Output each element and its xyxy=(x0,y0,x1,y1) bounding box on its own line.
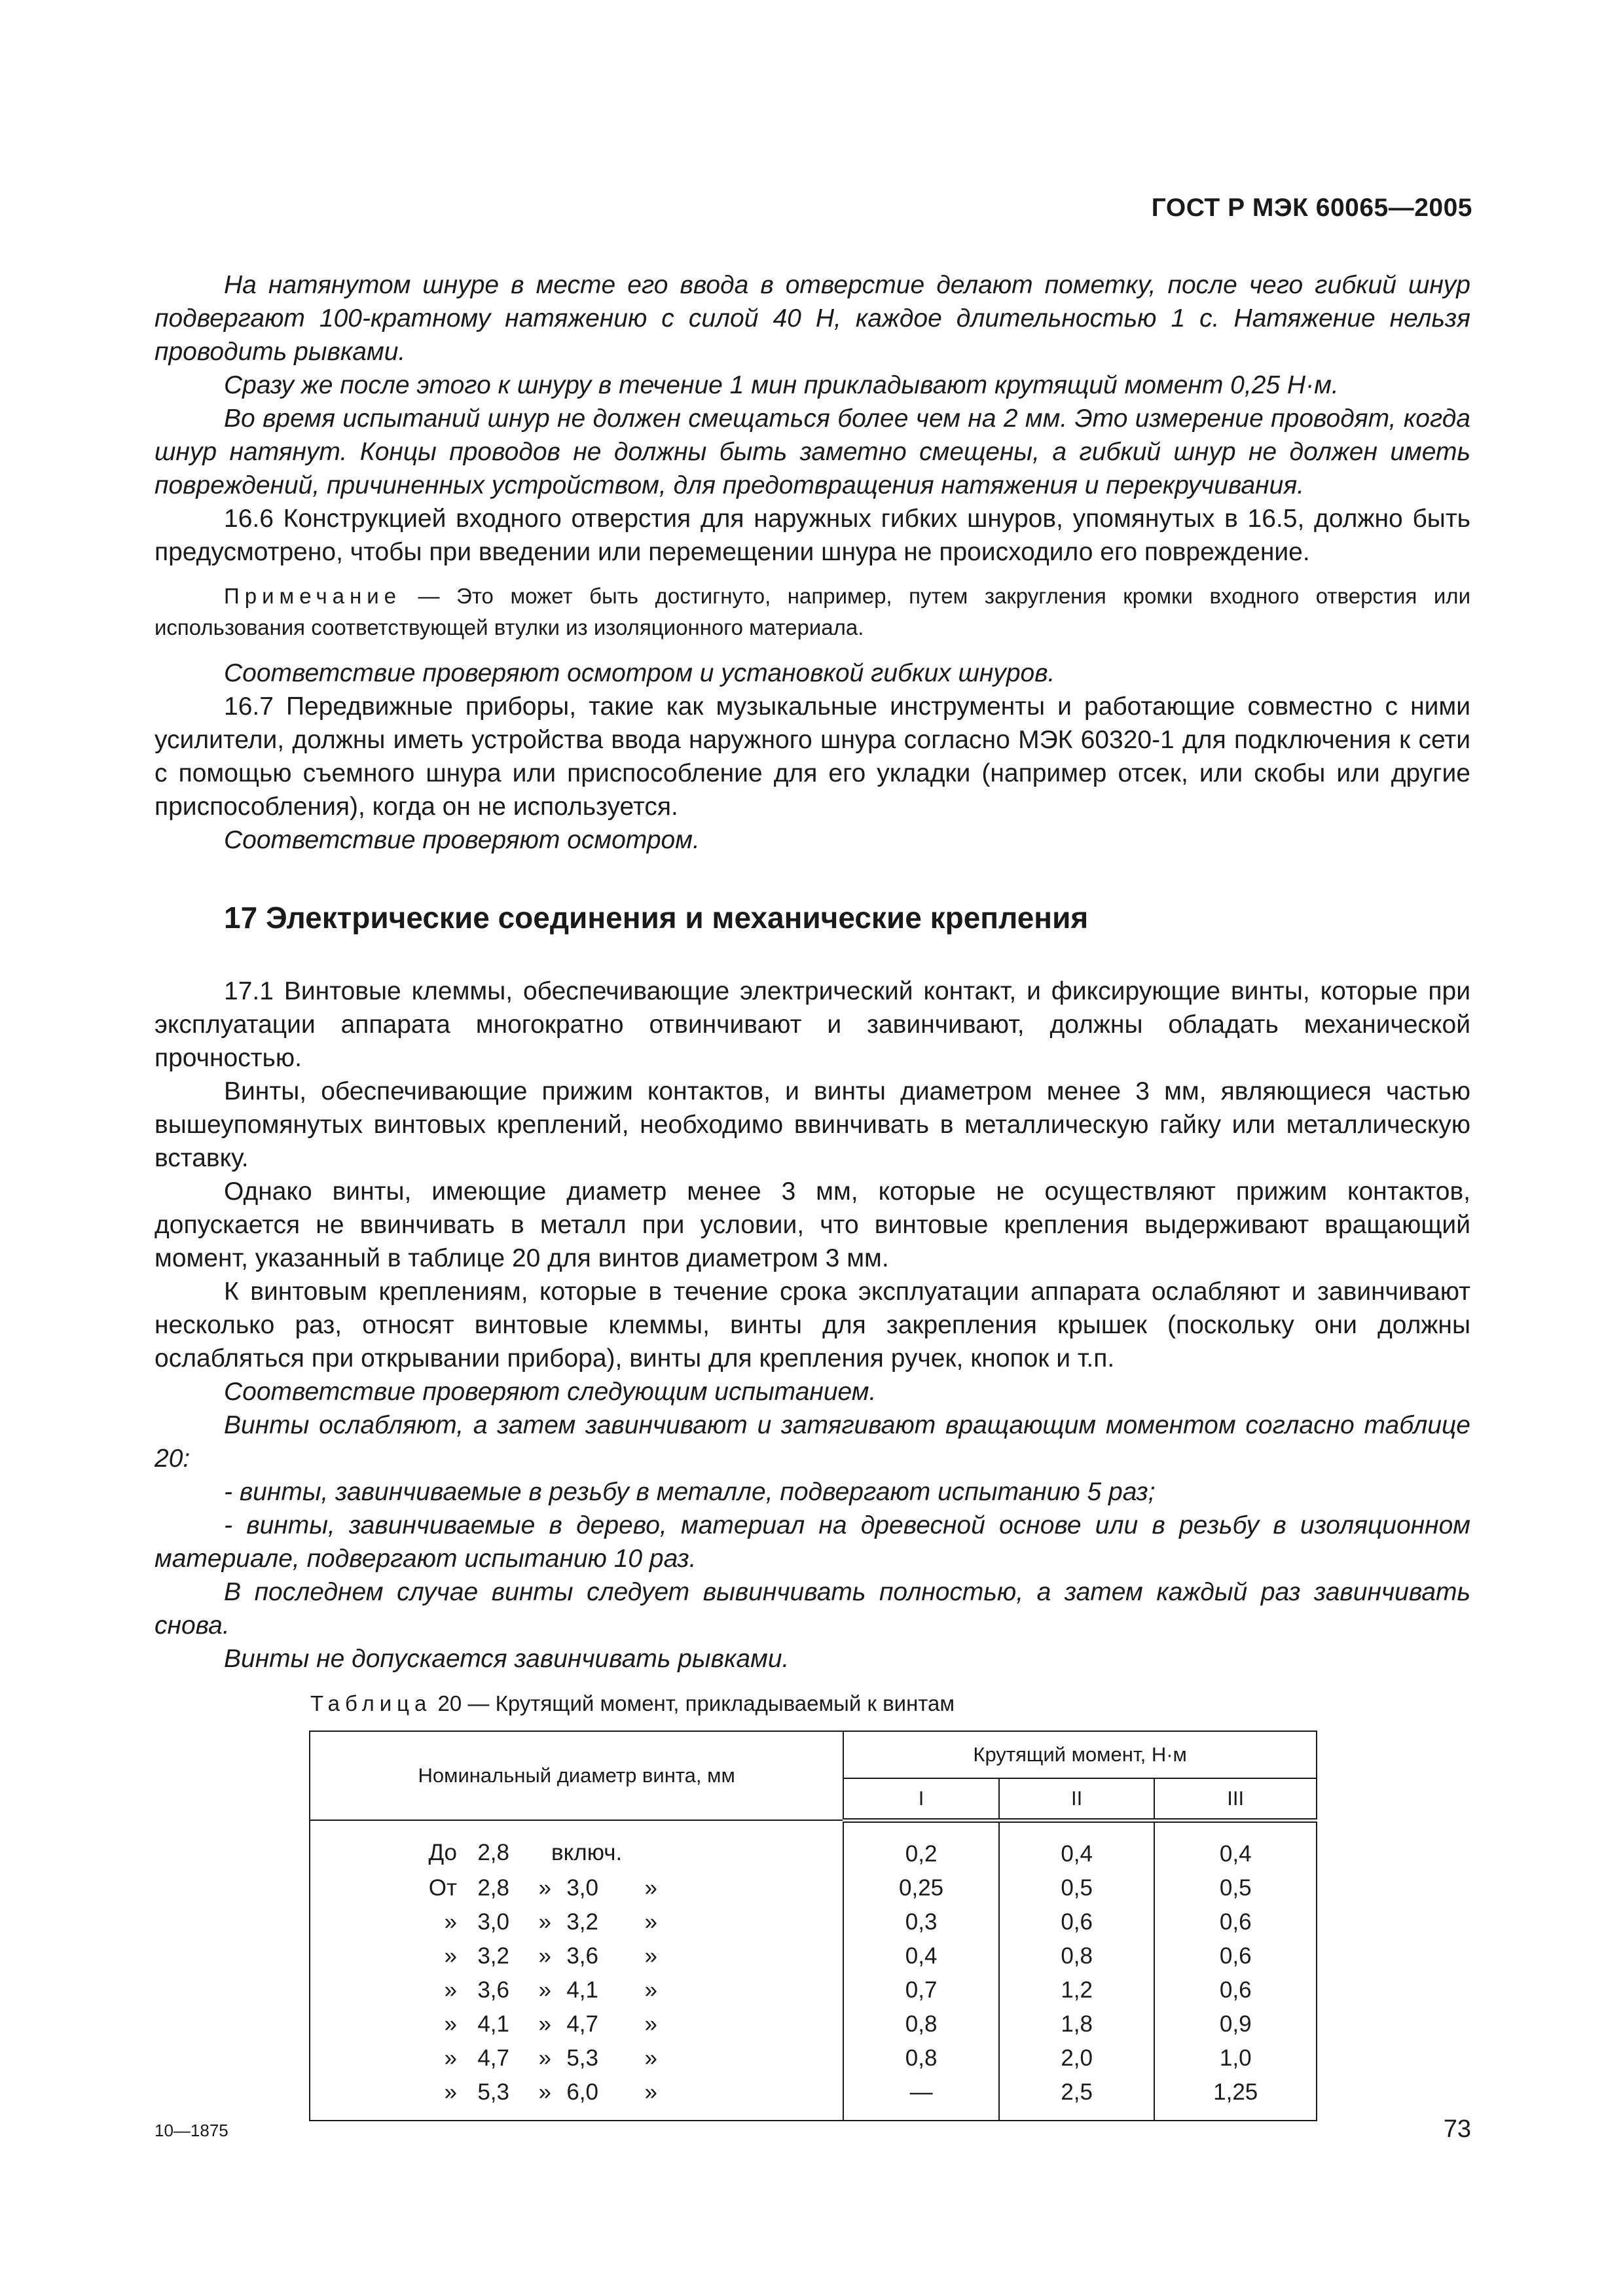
torque-value-v3: 0,6 xyxy=(1154,1973,1317,2007)
diameter-post: » xyxy=(644,1943,657,1969)
subheader-i: I xyxy=(843,1778,999,1820)
paragraph: 17.1 Винтовые клеммы, обеспечивающие электрический контакт, и фиксирующие винты, которые при эксплуатации аппарата многократно отвинчивают и завинчивают, должны обладать механической прочностью. xyxy=(155,977,1470,1072)
paragraph: Сразу же после этого к шнуру в течение 1 мин прикладывают крутящий момент 0,25 Н·м. xyxy=(224,371,1339,399)
torque-value-v3: 0,9 xyxy=(1154,2007,1317,2041)
diameter-pre: » xyxy=(444,2045,457,2071)
table-row xyxy=(310,2007,1317,2041)
paragraph: - винты, завинчиваемые в резьбу в металле, подвергают испытанию 5 раз; xyxy=(224,1478,1156,1506)
paragraphs-section xyxy=(155,975,1470,1676)
paragraph: Во время испытаний шнур не должен смещаться более чем на 2 мм. Это измерение проводят, когда шнур натянут. Концы проводов не должны быть заметно смещены, а гибкий шнур не должен иметь повреждений, причиненных устройством, для предотвращения натяжения и перекручивания. xyxy=(155,404,1470,499)
note xyxy=(155,581,1470,643)
paragraph: Соответствие проверяют осмотром и установкой гибких шнуров. xyxy=(224,659,1055,687)
table-row xyxy=(310,1973,1317,2007)
diameter-post: » xyxy=(644,1874,657,1901)
diameter-b: 4,1 xyxy=(566,1977,598,2003)
table-row xyxy=(310,1905,1317,1939)
diameter-post: » xyxy=(644,2011,657,2037)
paragraph: - винты, завинчиваемые в дерево, материал на древесной основе или в резьбу в изоляционном материале, подвергают испытанию 10 раз. xyxy=(155,1511,1470,1573)
diameter-a: 2,8 xyxy=(477,1874,509,1901)
diameter-b: 4,7 xyxy=(566,2011,598,2037)
torque-value-v3: 0,6 xyxy=(1154,1939,1317,1973)
diameter-cell xyxy=(310,2007,843,2041)
diameter-sep: » xyxy=(538,1977,551,2003)
paragraph: На натянутом шнуре в месте его ввода в отверстие делают пометку, после чего гибкий шнур подвергают 100-кратному натяжению с силой 40 Н, каждое длительностью 1 с. Натяжение нельзя проводить рывками. xyxy=(155,271,1470,366)
paragraph: Винты не допускается завинчивать рывками. xyxy=(224,1645,790,1673)
paragraph: Винты ослабляют, а затем завинчивают и затягивают вращающим моментом согласно таблице 20: xyxy=(155,1411,1470,1473)
torque-value-v2: 0,4 xyxy=(999,1820,1155,1871)
diameter-a: 4,7 xyxy=(477,2045,509,2071)
diameter-post: » xyxy=(644,2079,657,2105)
paragraphs-top xyxy=(155,268,1470,569)
torque-value-v3: 0,6 xyxy=(1154,1905,1317,1939)
paragraph: 16.7 Передвижные приборы, такие как музыкальные инструменты и работающие совместно с ними усилители, должны иметь устройства ввода наружного шнура согласно МЭК 60320-1 для подключения к сети с помощью съемного шнура или приспособление для его укладки (например отсек, или скобы или другие приспособления), когда он не используется. xyxy=(155,692,1470,821)
diameter-a: 5,3 xyxy=(477,2079,509,2105)
diameter-sep: » xyxy=(538,1943,551,1969)
torque-value-v1: 0,25 xyxy=(843,1871,999,1905)
torque-value-v2: 2,5 xyxy=(999,2075,1155,2121)
diameter-pre: » xyxy=(444,1977,457,2003)
paragraph: Винты, обеспечивающие прижим контактов, и винты диаметром менее 3 мм, являющиеся частью вышеупомянутых винтовых креплений, необходимо ввинчивать в металлическую гайку или металлическую вставку. xyxy=(155,1077,1470,1172)
torque-value-v2: 0,5 xyxy=(999,1871,1155,1905)
subheader-ii: II xyxy=(999,1778,1155,1820)
diameter-from: До xyxy=(428,1840,457,1866)
paragraph: Соответствие проверяют осмотром. xyxy=(224,826,700,854)
diameter-post: » xyxy=(644,1977,657,2003)
diameter-a: 3,6 xyxy=(477,1977,509,2003)
torque-value-v1: 0,2 xyxy=(843,1820,999,1871)
note-label: Примечание xyxy=(224,584,402,608)
table-caption-label: Таблица xyxy=(310,1691,432,1715)
diameter-b: 3,6 xyxy=(566,1943,598,1969)
diameter-cell xyxy=(310,2075,843,2121)
diameter-cell xyxy=(310,1871,843,1905)
diameter-b: 3,2 xyxy=(566,1909,598,1935)
diameter-sep: » xyxy=(538,2079,551,2105)
table-body xyxy=(310,1820,1317,2121)
diameter-cell xyxy=(310,2041,843,2075)
diameter-post: » xyxy=(644,1909,657,1935)
footer-code: 10—1875 xyxy=(155,2121,228,2140)
diameter-b: 6,0 xyxy=(566,2079,598,2105)
diameter-a: 2,8 xyxy=(477,1840,509,1866)
header-diameter: Номинальный диаметр винта, мм xyxy=(310,1731,843,1820)
page-number: 73 xyxy=(1443,2115,1471,2143)
torque-value-v2: 0,6 xyxy=(999,1905,1155,1939)
torque-value-v2: 2,0 xyxy=(999,2041,1155,2075)
diameter-pre: » xyxy=(444,1909,457,1935)
diameter-sep: » xyxy=(538,1874,551,1901)
diameter-b: 5,3 xyxy=(566,2045,598,2071)
torque-value-v1: 0,8 xyxy=(843,2041,999,2075)
note-text: — Это может быть достигнуто, например, путем закругления кромки входного отверстия или использования соответствующей втулки из изоляционного материала. xyxy=(155,584,1470,639)
table-row xyxy=(310,1871,1317,1905)
torque-value-v3: 0,4 xyxy=(1154,1820,1317,1871)
torque-value-v2: 1,2 xyxy=(999,1973,1155,2007)
paragraph: Однако винты, имеющие диаметр менее 3 мм, которые не осуществляют прижим контактов, допускается не ввинчивать в металл при условии, что винтовые крепления выдерживают вращающий момент, указанный в таблице 20 для винтов диаметром 3 мм. xyxy=(155,1177,1470,1272)
torque-value-v3: 0,5 xyxy=(1154,1871,1317,1905)
diameter-a: 4,1 xyxy=(477,2011,509,2037)
table-row xyxy=(310,2075,1317,2121)
diameter-pre: От xyxy=(428,1874,457,1901)
diameter-post: » xyxy=(644,2045,657,2071)
section-heading: 17 Электрические соединения и механические крепления xyxy=(224,901,1089,935)
diameter-cell xyxy=(310,1905,843,1939)
torque-value-v1: 0,7 xyxy=(843,1973,999,2007)
paragraph: К винтовым креплениям, которые в течение срока эксплуатации аппарата ослабляют и завинчивают несколько раз, относят винтовые клеммы, винты для закрепления крышек (поскольку они должны ослабляться при открывании прибора), винты для крепления ручек, кнопок и т.п. xyxy=(155,1278,1470,1372)
table-row xyxy=(310,1939,1317,1973)
paragraphs-mid xyxy=(155,656,1470,857)
document-code: ГОСТ Р МЭК 60065—2005 xyxy=(1151,194,1472,222)
diameter-a: 3,0 xyxy=(477,1909,509,1935)
torque-value-v2: 1,8 xyxy=(999,2007,1155,2041)
diameter-sep: » xyxy=(538,2045,551,2071)
diameter-pre: » xyxy=(444,1943,457,1969)
diameter-sep: » xyxy=(538,2011,551,2037)
torque-value-v3: 1,0 xyxy=(1154,2041,1317,2075)
torque-value-v1: 0,4 xyxy=(843,1939,999,1973)
page-content xyxy=(155,268,1470,2121)
header-torque: Крутящий момент, Н·м xyxy=(843,1731,1317,1778)
diameter-cell xyxy=(310,1820,843,1871)
table-caption xyxy=(310,1691,1470,1716)
torque-value-v1: — xyxy=(843,2075,999,2121)
subheader-iii: III xyxy=(1154,1778,1317,1820)
table-row xyxy=(310,2041,1317,2075)
paragraph: Соответствие проверяют следующим испытанием. xyxy=(224,1378,877,1406)
torque-value-v2: 0,8 xyxy=(999,1939,1155,1973)
table-caption-text: 20 — Крутящий момент, прикладываемый к винтам xyxy=(431,1691,955,1715)
paragraph: В последнем случае винты следует вывинчивать полностью, а затем каждый раз завинчивать снова. xyxy=(155,1578,1470,1640)
diameter-cell xyxy=(310,1939,843,1973)
diameter-sep: » xyxy=(538,1909,551,1935)
diameter-b: включ. xyxy=(551,1840,623,1866)
torque-value-v3: 1,25 xyxy=(1154,2075,1317,2121)
diameter-pre: » xyxy=(444,2079,457,2105)
torque-value-v1: 0,8 xyxy=(843,2007,999,2041)
torque-value-v1: 0,3 xyxy=(843,1905,999,1939)
paragraph: 16.6 Конструкцией входного отверстия для наружных гибких шнуров, упомянутых в 16.5, должно быть предусмотрено, чтобы при введении или перемещении шнура не происходило его повреждение. xyxy=(155,505,1470,566)
diameter-b: 3,0 xyxy=(566,1874,598,1901)
table-row xyxy=(310,1820,1317,1871)
diameter-pre: » xyxy=(444,2011,457,2037)
diameter-a: 3,2 xyxy=(477,1943,509,1969)
torque-table xyxy=(309,1731,1317,2121)
diameter-cell xyxy=(310,1973,843,2007)
